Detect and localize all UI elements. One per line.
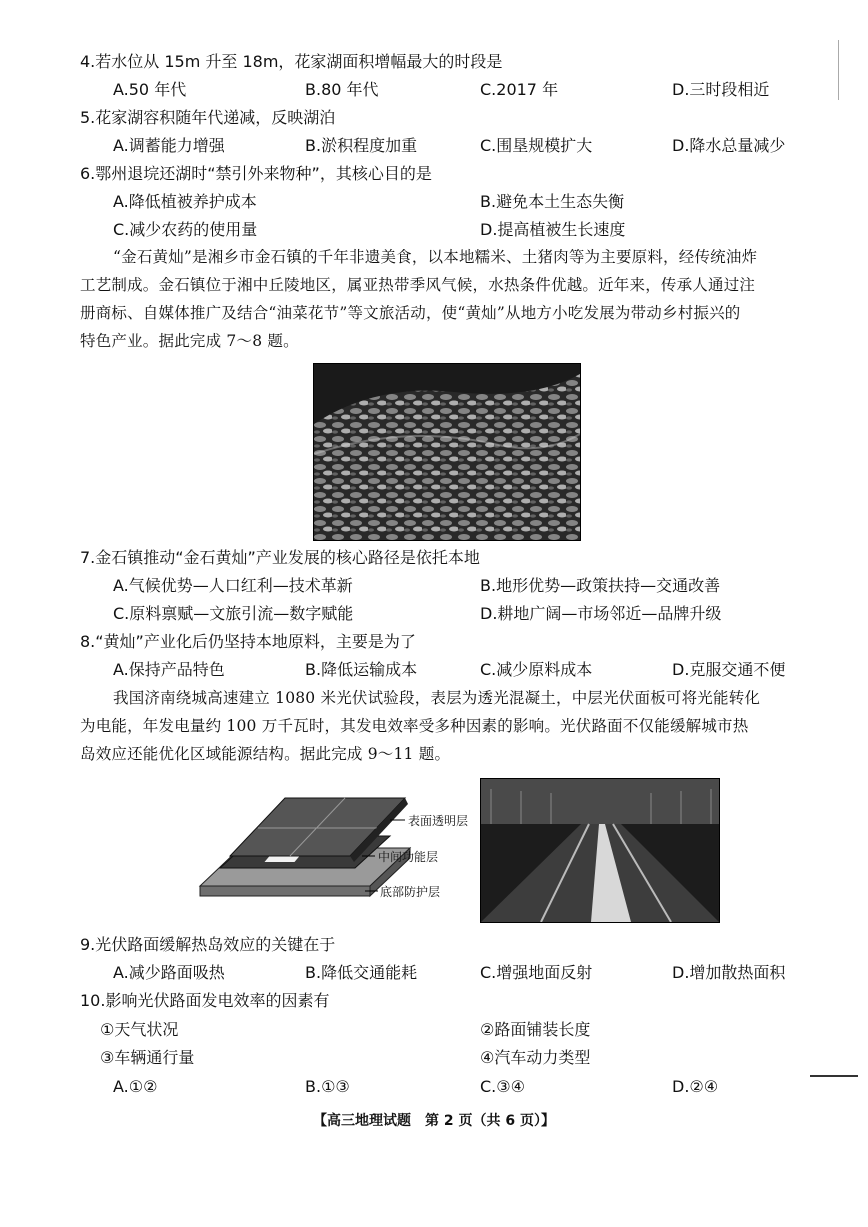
q5-option-b: B.淤积程度加重 — [305, 136, 418, 155]
binding-edge-mark — [838, 40, 839, 100]
question-6-stem: 6.鄂州退垸还湖时“禁引外来物种”，其核心目的是 — [80, 164, 432, 183]
q4-option-c: C.2017 年 — [480, 80, 559, 99]
pv-road-layer-diagram — [190, 778, 480, 918]
q6-option-d: D.提高植被生长速度 — [480, 220, 626, 239]
q10-option-c: C.③④ — [480, 1077, 525, 1096]
q10-item-4: ④汽车动力类型 — [480, 1048, 591, 1067]
q10-item-3: ③车辆通行量 — [100, 1048, 195, 1067]
q5-option-d: D.降水总量减少 — [672, 136, 786, 155]
passage-2-line-1: 我国济南绕城高速建立 1080 米光伏试验段，表层为透光混凝土，中层光伏面板可将光能转化 — [113, 689, 761, 707]
q10-item-1: ①天气状况 — [100, 1020, 179, 1039]
q7-option-c: C.原料禀赋—文旅引流—数字赋能 — [113, 604, 354, 623]
q8-option-d: D.克服交通不便 — [672, 660, 786, 679]
passage-1-line-1: “金石黄灿”是湘乡市金石镇的千年非遗美食，以本地糯米、土猪肉等为主要原料，经传统油炸 — [113, 248, 758, 266]
q9-option-d: D.增加散热面积 — [672, 963, 786, 982]
passage-1-line-4: 特色产业。据此完成 7～8 题。 — [80, 332, 299, 350]
surface-transparent-layer-label: 表面透明层 — [408, 814, 469, 828]
passage-1-line-3: 册商标、自媒体推广及结合“油菜花节”等文旅活动，使“黄灿”从地方小吃发展为带动乡村振兴的 — [80, 304, 741, 322]
q10-item-2: ②路面铺装长度 — [480, 1020, 591, 1039]
question-7-stem: 7.金石镇推动“金石黄灿”产业发展的核心路径是依托本地 — [80, 548, 480, 567]
question-9-stem: 9.光伏路面缓解热岛效应的关键在于 — [80, 935, 336, 954]
margin-rule — [810, 1075, 858, 1077]
q8-option-b: B.降低运输成本 — [305, 660, 418, 679]
page-footer: 【高三地理试题 第 2 页（共 6 页）】 — [313, 1113, 555, 1129]
q10-option-a: A.①② — [113, 1077, 158, 1096]
q10-option-d: D.②④ — [672, 1077, 719, 1096]
q7-option-d: D.耕地广阔—市场邻近—品牌升级 — [480, 604, 722, 623]
passage-1-line-2: 工艺制成。金石镇位于湘中丘陵地区，属亚热带季风气候，水热条件优越。近年来，传承人通过注 — [80, 276, 756, 294]
q7-option-b: B.地形优势—政策扶持—交通改善 — [480, 576, 721, 595]
question-5-stem: 5.花家湖容积随年代递减，反映湖泊 — [80, 108, 336, 127]
q4-option-a: A.50 年代 — [113, 80, 187, 99]
q5-option-a: A.调蓄能力增强 — [113, 136, 225, 155]
q10-option-b: B.①③ — [305, 1077, 350, 1096]
q4-option-d: D.三时段相近 — [672, 80, 770, 99]
q6-option-c: C.减少农药的使用量 — [113, 220, 258, 239]
question-4-stem: 4.若水位从 15m 升至 18m，花家湖面积增幅最大的时段是 — [80, 52, 503, 71]
q8-option-c: C.减少原料成本 — [480, 660, 593, 679]
question-10-stem: 10.影响光伏路面发电效率的因素有 — [80, 991, 330, 1010]
q6-option-b: B.避免本土生态失衡 — [480, 192, 625, 211]
bottom-protective-layer-label: 底部防护层 — [380, 885, 441, 899]
q6-option-a: A.降低植被养护成本 — [113, 192, 257, 211]
fried-food-photo — [313, 363, 581, 541]
q9-option-c: C.增强地面反射 — [480, 963, 593, 982]
q9-option-a: A.减少路面吸热 — [113, 963, 225, 982]
middle-functional-layer-label: 中间功能层 — [378, 850, 439, 864]
q5-option-c: C.围垦规模扩大 — [480, 136, 593, 155]
passage-2-line-2: 为电能，年发电量约 100 万千瓦时，其发电效率受多种因素的影响。光伏路面不仅能缓解城市热 — [80, 717, 749, 735]
q8-option-a: A.保持产品特色 — [113, 660, 225, 679]
q4-option-b: B.80 年代 — [305, 80, 379, 99]
question-8-stem: 8.“黄灿”产业化后仍坚持本地原料，主要是为了 — [80, 632, 416, 651]
q7-option-a: A.气候优势—人口红利—技术革新 — [113, 576, 353, 595]
q9-option-b: B.降低交通能耗 — [305, 963, 418, 982]
pv-road-photo — [480, 778, 720, 923]
passage-2-line-3: 岛效应还能优化区域能源结构。据此完成 9～11 题。 — [80, 745, 451, 763]
